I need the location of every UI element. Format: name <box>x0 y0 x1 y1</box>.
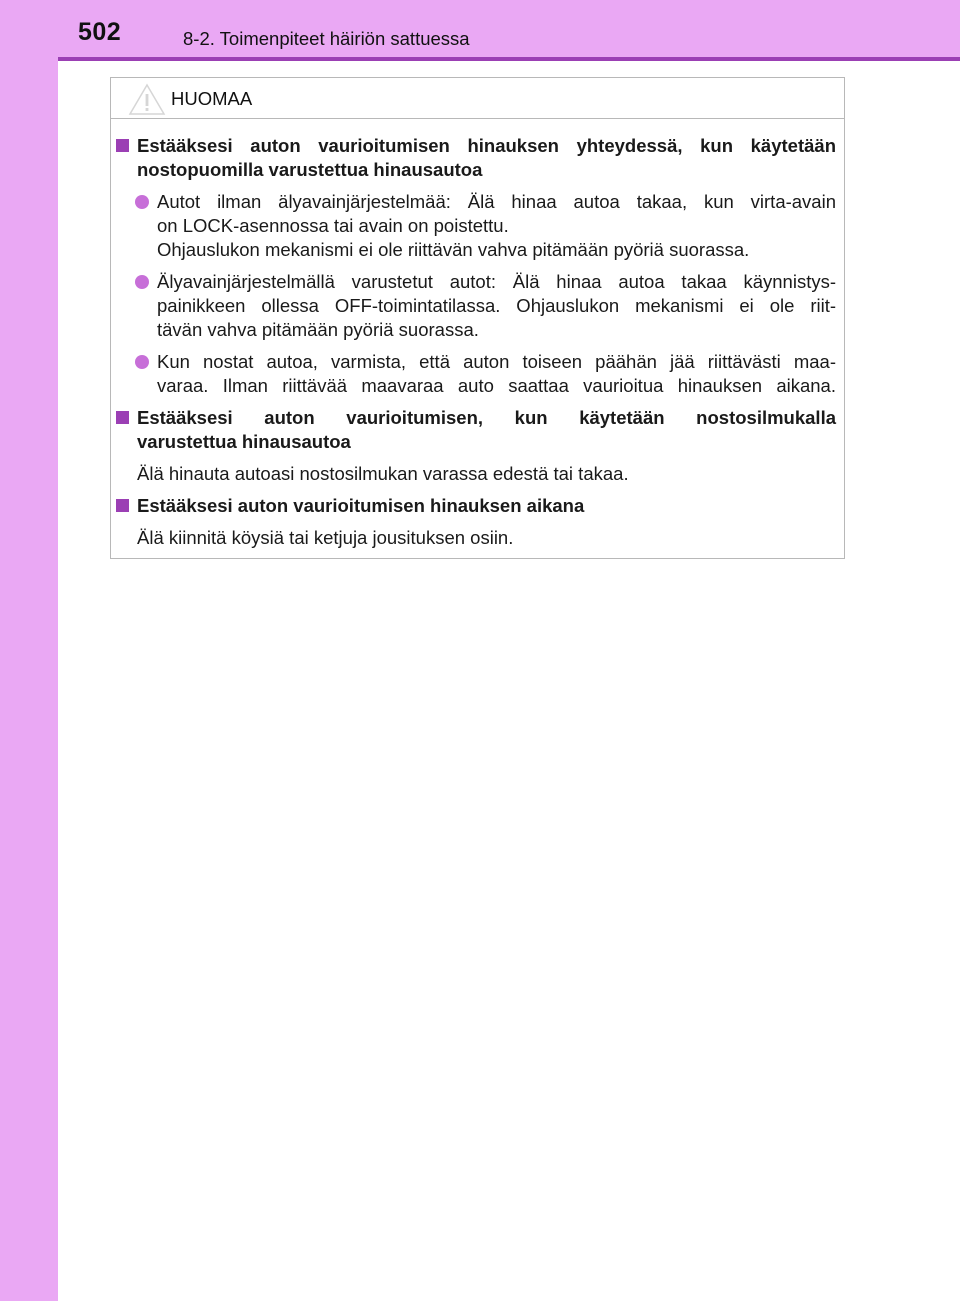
square-bullet-icon <box>116 411 129 424</box>
square-bullet-icon <box>116 499 129 512</box>
section-heading <box>137 134 836 182</box>
notice-content <box>111 118 844 550</box>
list-item <box>157 190 836 262</box>
list-item-line: Kun nostat autoa, varmista, että auton toiseen päähän jää riittävästi maa- <box>157 351 836 372</box>
heading-line: nostopuomilla varustettua hinausautoa <box>137 159 483 180</box>
header-band <box>0 0 960 60</box>
list-item-line: Ohjauslukon mekanismi ei ole riittävän vahva pitämään pyöriä suorassa. <box>157 239 750 260</box>
warning-triangle-icon <box>128 83 166 116</box>
list-item-line: painikkeen ollessa OFF-toimintatilassa. Ohjauslukon mekanismi ei ole riit- <box>157 295 836 316</box>
page-number: 502 <box>78 18 122 46</box>
list-item <box>157 270 836 342</box>
circle-bullet-icon <box>135 195 149 209</box>
list-item <box>157 350 836 398</box>
section-title: 8-2. Toimenpiteet häiriön sattuessa <box>183 28 470 49</box>
section-text: Älä hinauta autoasi nostosilmukan varassa edestä tai takaa. <box>137 463 629 484</box>
side-color-band <box>0 0 58 1301</box>
heading-line: Estääksesi auton vaurioitumisen, kun käytetään nostosilmukalla <box>137 407 836 428</box>
notice-header <box>111 78 844 119</box>
header-rule <box>58 57 960 61</box>
circle-bullet-icon <box>135 355 149 369</box>
heading-line: Estääksesi auton vaurioitumisen hinauksen aikana <box>137 495 585 516</box>
list-item-line: Autot ilman älyavainjärjestelmää: Älä hinaa autoa takaa, kun virta-avain <box>157 191 836 212</box>
heading-line: Estääksesi auton vaurioitumisen hinauksen yhteydessä, kun käytetään <box>137 135 836 156</box>
section-heading <box>137 494 836 518</box>
section-heading <box>137 406 836 454</box>
list-item-line: Älyavainjärjestelmällä varustetut autot: Älä hinaa autoa takaa käynnistys- <box>157 271 836 292</box>
list-item-line: tävän vahva pitämään pyöriä suorassa. <box>157 319 479 340</box>
heading-line: varustettua hinausautoa <box>137 431 351 452</box>
notice-box <box>110 77 845 559</box>
circle-bullet-icon <box>135 275 149 289</box>
section-text: Älä kiinnitä köysiä tai ketjuja jousituksen osiin. <box>137 527 514 548</box>
notice-title: HUOMAA <box>171 88 253 109</box>
list-item-line: on LOCK-asennossa tai avain on poistettu. <box>157 215 509 236</box>
square-bullet-icon <box>116 139 129 152</box>
list-item-line: varaa. Ilman riittävää maavaraa auto saattaa vaurioitua hinauksen aikana. <box>157 375 836 396</box>
